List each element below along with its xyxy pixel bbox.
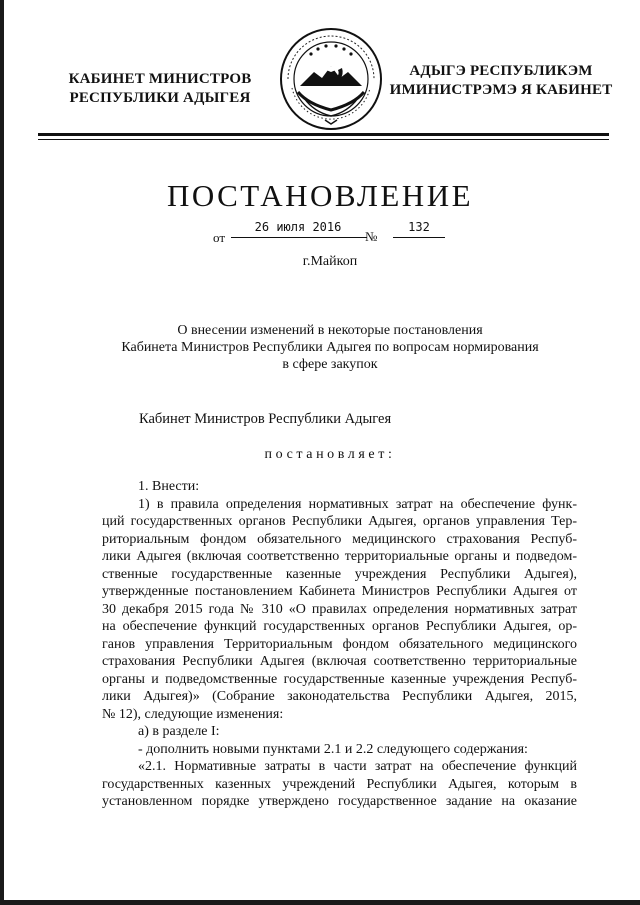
body-line: 1) в правила определения нормативных затрат на обеспечение функ- <box>138 496 577 512</box>
body-line: ганов управления Территориальным фондом обязательного медицинского <box>102 636 577 652</box>
body-line: органы и подведомственные государственные казенные учреждения Респуб- <box>102 671 577 687</box>
number-underline <box>393 237 445 238</box>
body-line: 30 декабря 2015 года № 310 «О правилах определения нормативных затрат <box>102 601 577 617</box>
decree-word: постановляет: <box>264 447 396 462</box>
header-left-line1: КАБИНЕТ МИНИСТРОВ <box>68 71 252 87</box>
document-title: ПОСТАНОВЛЕНИЕ <box>166 178 474 213</box>
subject-block <box>80 322 580 373</box>
body-line: утвержденные постановлением Кабинета Министров Республики Адыгея от <box>102 584 577 599</box>
subject-line: О внесении изменений в некоторые постановления <box>177 323 483 338</box>
header-right-line2: ИМИНИСТРЭМЭ Я КАБИНЕТ <box>389 82 613 98</box>
body-line: государственных казенных учреждений Республики Адыгея, которым в <box>102 776 577 792</box>
header-right-ady <box>386 62 616 100</box>
scan-edge-bottom <box>0 900 640 905</box>
header-left-line2: РЕСПУБЛИКИ АДЫГЕЯ <box>69 90 251 106</box>
header-divider-thick <box>38 133 609 136</box>
body-line: ственные государственные казенные учреждения Республики Адыгея), <box>102 566 577 582</box>
body-line: «2.1. Нормативные затраты в части затрат на обеспечение функций <box>138 759 577 774</box>
city: г.Майкоп <box>302 254 358 269</box>
header-divider-thin <box>38 139 609 140</box>
header-right-line1: АДЫГЭ РЕСПУБЛИКЭМ <box>409 63 593 79</box>
date-underline <box>231 237 367 238</box>
subject-line: Кабинета Министров Республики Адыгея по вопросам нормирования <box>121 340 539 355</box>
subject-line: в сфере закупок <box>282 357 378 372</box>
date-number-line <box>213 216 443 246</box>
body-line: а) в разделе I: <box>138 724 220 739</box>
body-line: страхования Республики Адыгея (включая соответственно территориальные <box>102 654 577 669</box>
body-line: на обеспечение функций государственных органов Республики Адыгея, ор- <box>102 619 577 634</box>
number-value: 132 <box>408 220 430 234</box>
date-value: 26 июля 2016 <box>254 220 342 234</box>
coat-of-arms-icon <box>278 26 384 132</box>
header-left-ru <box>60 70 260 108</box>
body-line: риториальным фондом обязательного медицинского страхования Респуб- <box>102 531 577 547</box>
number-prefix: № <box>365 229 378 244</box>
body-line: № 12), следующие изменения: <box>102 706 284 722</box>
body-line: ций государственных органов Республики Адыгея, органов управления Тер- <box>102 514 577 529</box>
issuer: Кабинет Министров Республики Адыгея <box>139 411 392 427</box>
date-prefix: от <box>213 230 226 245</box>
body-text <box>102 478 577 811</box>
body-line: - дополнить новыми пунктами 2.1 и 2.2 следующего содержания: <box>138 741 528 757</box>
body-line: установленном порядке утверждено государственное задание на оказание <box>102 794 577 809</box>
body-line: лики Адыгея)» (Собрание законодательства Республики Адыгея, 2015, <box>102 689 577 704</box>
body-line: лики Адыгея (включая соответственно территориальные органы и подведом- <box>102 549 577 564</box>
body-line: 1. Внести: <box>138 479 200 494</box>
